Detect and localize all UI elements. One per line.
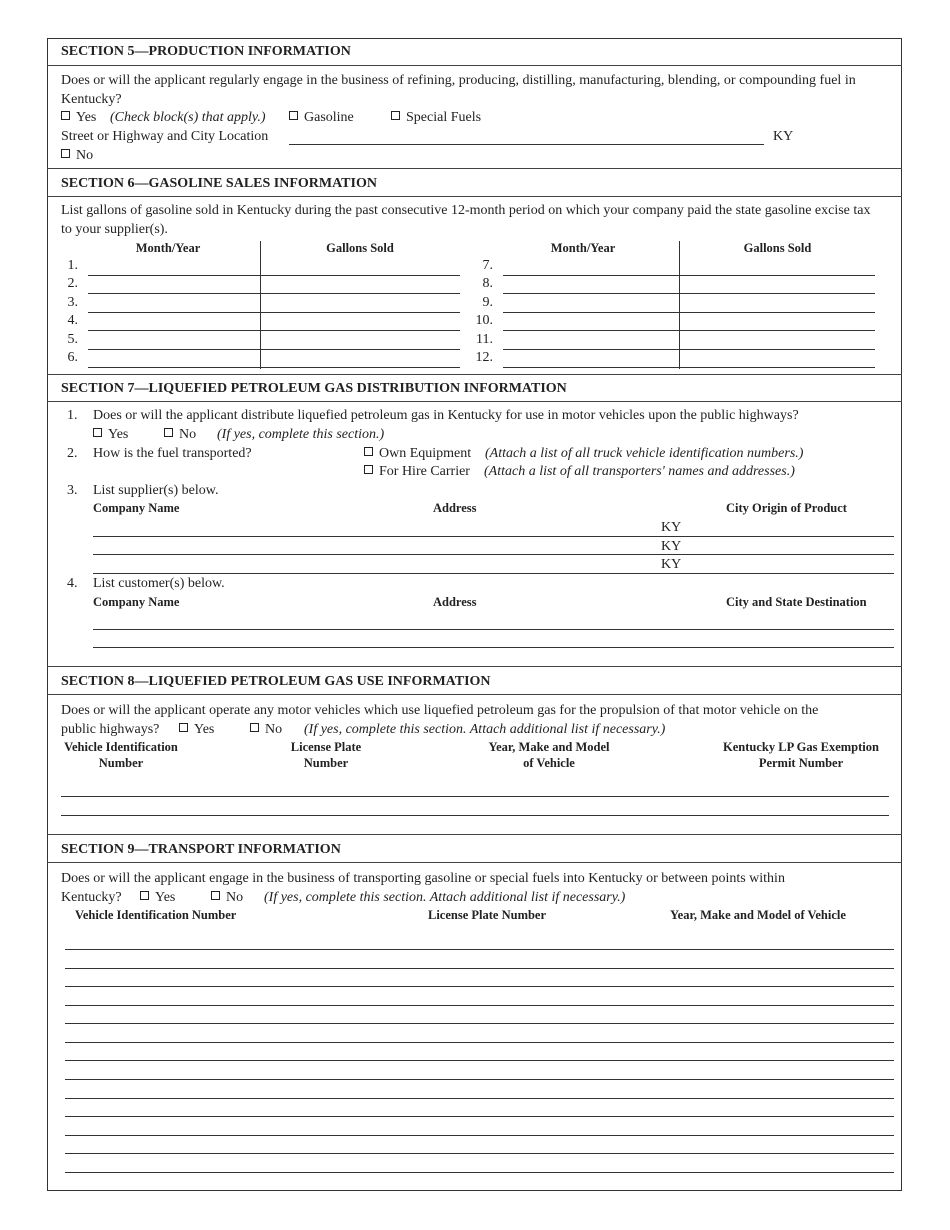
special-fuels-label: Special Fuels: [406, 110, 482, 125]
yes-label: Yes: [108, 427, 129, 442]
transport-row-field[interactable]: [65, 1060, 894, 1061]
row-number: 3.: [67, 295, 78, 310]
q1-note: (If yes, complete this section.): [217, 427, 385, 442]
permit-number-header: Kentucky LP Gas Exemption: [723, 740, 879, 754]
row-number: 4.: [67, 313, 78, 328]
sales-row-field[interactable]: [88, 312, 460, 313]
divider: [47, 196, 902, 197]
gallons-sold-header: Gallons Sold: [743, 241, 812, 255]
s9-no-option[interactable]: [211, 888, 243, 907]
s8-no-option[interactable]: [250, 720, 282, 739]
license-plate-header: License Plate Number: [428, 908, 547, 922]
q1-number: 1.: [67, 408, 78, 423]
section-6-title: SECTION 6—GASOLINE SALES INFORMATION: [61, 176, 377, 191]
no-checkbox[interactable]: [250, 723, 259, 732]
transport-row-field[interactable]: [65, 1172, 894, 1173]
transport-row-field[interactable]: [65, 1098, 894, 1099]
own-equipment-label: Own Equipment: [379, 446, 472, 461]
for-hire-carrier-checkbox[interactable]: [364, 465, 373, 474]
transport-row-field[interactable]: [65, 986, 894, 987]
transport-row-field[interactable]: [65, 1116, 894, 1117]
gallons-sold-header: Gallons Sold: [326, 241, 394, 255]
section-9-title: SECTION 9—TRANSPORT INFORMATION: [61, 842, 341, 857]
ky-label: KY: [661, 557, 682, 572]
s8-question-line1: Does or will the applicant operate any motor vehicles which use liquefied petroleum gas for the propulsion of that motor vehicle on the: [61, 703, 819, 718]
sales-row-field[interactable]: [88, 330, 460, 331]
row-number: 8.: [482, 276, 493, 291]
section-7-title: SECTION 7—LIQUEFIED PETROLEUM GAS DISTRIBUTION INFORMATION: [61, 381, 567, 396]
divider: [47, 666, 902, 667]
s8-yes-option[interactable]: [179, 720, 214, 739]
divider: [47, 862, 902, 863]
s9-note: (If yes, complete this section. Attach additional list if necessary.): [264, 890, 626, 905]
special-fuels-checkbox[interactable]: [391, 111, 400, 120]
divider: [47, 401, 902, 402]
permit-number-header: Permit Number: [758, 756, 844, 770]
transport-row-field[interactable]: [65, 968, 894, 969]
sales-row-field[interactable]: [88, 275, 460, 276]
customer-row-field[interactable]: [93, 647, 894, 648]
sales-row-field[interactable]: [503, 275, 875, 276]
divider: [47, 65, 902, 66]
s8-note: (If yes, complete this section. Attach additional list if necessary.): [304, 722, 666, 737]
vehicle-row-field[interactable]: [61, 796, 889, 797]
sales-row-field[interactable]: [88, 293, 460, 294]
sales-row-field[interactable]: [503, 293, 875, 294]
vehicle-row-field[interactable]: [61, 815, 889, 816]
transport-row-field[interactable]: [65, 1042, 894, 1043]
transport-row-field[interactable]: [65, 1023, 894, 1024]
q1-yes-option[interactable]: [93, 425, 128, 444]
s5-special-fuels-option[interactable]: [391, 108, 481, 127]
transport-row-field[interactable]: [65, 1079, 894, 1080]
divider: [47, 694, 902, 695]
no-label: No: [179, 427, 197, 442]
yes-checkbox[interactable]: [61, 111, 70, 120]
supplier-row-field[interactable]: [93, 554, 894, 555]
own-equipment-checkbox[interactable]: [364, 447, 373, 456]
q3-number: 3.: [67, 483, 78, 498]
s8-question-line2: public highways?: [61, 722, 160, 737]
q1-no-option[interactable]: [164, 425, 196, 444]
row-number: 1.: [67, 258, 78, 273]
row-number: 10.: [475, 313, 493, 328]
month-year-header: Month/Year: [135, 241, 201, 255]
ky-label: KY: [661, 520, 682, 535]
row-number: 7.: [482, 258, 493, 273]
vin-header: Number: [98, 756, 144, 770]
year-make-model-header: of Vehicle: [523, 756, 575, 770]
no-label: No: [265, 722, 283, 737]
s5-gasoline-option[interactable]: [289, 108, 354, 127]
row-number: 2.: [67, 276, 78, 291]
license-plate-header: Number: [303, 756, 349, 770]
section-5-title: SECTION 5—PRODUCTION INFORMATION: [61, 44, 351, 59]
s9-question-line1: Does or will the applicant engage in the business of transporting gasoline or special fuels into Kentucky or between points within: [61, 871, 785, 886]
yes-label: Yes: [76, 110, 97, 125]
ky-label: KY: [773, 129, 794, 144]
q4-number: 4.: [67, 576, 78, 591]
divider: [47, 168, 902, 169]
sales-row-field[interactable]: [503, 330, 875, 331]
transport-row-field[interactable]: [65, 949, 894, 950]
s5-yes-option[interactable]: [61, 108, 96, 127]
yes-checkbox[interactable]: [179, 723, 188, 732]
s6-instructions: List gallons of gasoline sold in Kentucky during the past consecutive 12-month period on which your company paid the state gasoline excise tax to your supplier(s).: [61, 203, 871, 237]
q2-text: How is the fuel transported?: [93, 446, 252, 461]
sales-row-field[interactable]: [503, 349, 875, 350]
divider: [47, 834, 902, 835]
sales-row-field[interactable]: [88, 349, 460, 350]
row-number: 5.: [67, 332, 78, 347]
s9-yes-option[interactable]: [140, 888, 175, 907]
own-equipment-note: (Attach a list of all truck vehicle identification numbers.): [485, 446, 804, 461]
year-make-model-header: Year, Make and Model: [488, 740, 610, 754]
company-name-header: Company Name: [93, 595, 180, 609]
yes-label: Yes: [155, 890, 176, 905]
row-number: 12.: [475, 350, 493, 365]
q2-number: 2.: [67, 446, 78, 461]
no-checkbox[interactable]: [211, 891, 220, 900]
transport-row-field[interactable]: [65, 1135, 894, 1136]
yes-label: Yes: [194, 722, 215, 737]
no-label: No: [76, 148, 94, 163]
city-origin-header: City Origin of Product: [726, 501, 847, 515]
customer-row-field[interactable]: [93, 629, 894, 630]
address-header: Address: [433, 595, 477, 609]
year-make-model-header: Year, Make and Model of Vehicle: [670, 908, 846, 922]
row-number: 9.: [482, 295, 493, 310]
for-hire-carrier-label: For Hire Carrier: [379, 464, 470, 479]
s9-question-line2: Kentucky?: [61, 890, 122, 905]
s5-yes-note: (Check block(s) that apply.): [110, 110, 266, 125]
address-header: Address: [433, 501, 477, 515]
ky-label: KY: [661, 539, 682, 554]
sales-row-field[interactable]: [88, 367, 460, 368]
q4-text: List customer(s) below.: [93, 576, 225, 591]
q3-text: List supplier(s) below.: [93, 483, 219, 498]
yes-checkbox[interactable]: [93, 428, 102, 437]
gasoline-checkbox[interactable]: [289, 111, 298, 120]
for-hire-carrier-note: (Attach a list of all transporters' names and addresses.): [484, 464, 795, 479]
transport-row-field[interactable]: [65, 1005, 894, 1006]
vin-header: Vehicle Identification: [64, 740, 178, 754]
row-number: 6.: [67, 350, 78, 365]
gasoline-label: Gasoline: [304, 110, 354, 125]
s5-no-option[interactable]: [61, 146, 93, 165]
own-equipment-option[interactable]: [364, 444, 471, 463]
city-destination-header: City and State Destination: [726, 595, 867, 609]
company-name-header: Company Name: [93, 501, 180, 515]
divider: [47, 374, 902, 375]
street-location-field[interactable]: [289, 144, 764, 145]
transport-row-field[interactable]: [65, 1153, 894, 1154]
q1-text: Does or will the applicant distribute liquefied petroleum gas in Kentucky for use in motor vehicles upon the public highways?: [93, 408, 799, 423]
no-checkbox[interactable]: [164, 428, 173, 437]
sales-row-field[interactable]: [503, 367, 875, 368]
street-location-label: Street or Highway and City Location: [61, 129, 269, 144]
for-hire-carrier-option[interactable]: [364, 462, 470, 481]
no-label: No: [226, 890, 244, 905]
row-number: 11.: [476, 332, 493, 347]
supplier-row-field[interactable]: [93, 536, 894, 537]
license-plate-header: License Plate: [290, 740, 362, 754]
no-checkbox[interactable]: [61, 149, 70, 158]
yes-checkbox[interactable]: [140, 891, 149, 900]
vin-header: Vehicle Identification Number: [75, 908, 237, 922]
sales-row-field[interactable]: [503, 312, 875, 313]
section-8-title: SECTION 8—LIQUEFIED PETROLEUM GAS USE INFORMATION: [61, 674, 491, 689]
month-year-header: Month/Year: [550, 241, 616, 255]
s5-question: Does or will the applicant regularly engage in the business of refining, producing, distilling, manufacturing, blending, or compounding fuel in Kentucky?: [61, 73, 856, 107]
